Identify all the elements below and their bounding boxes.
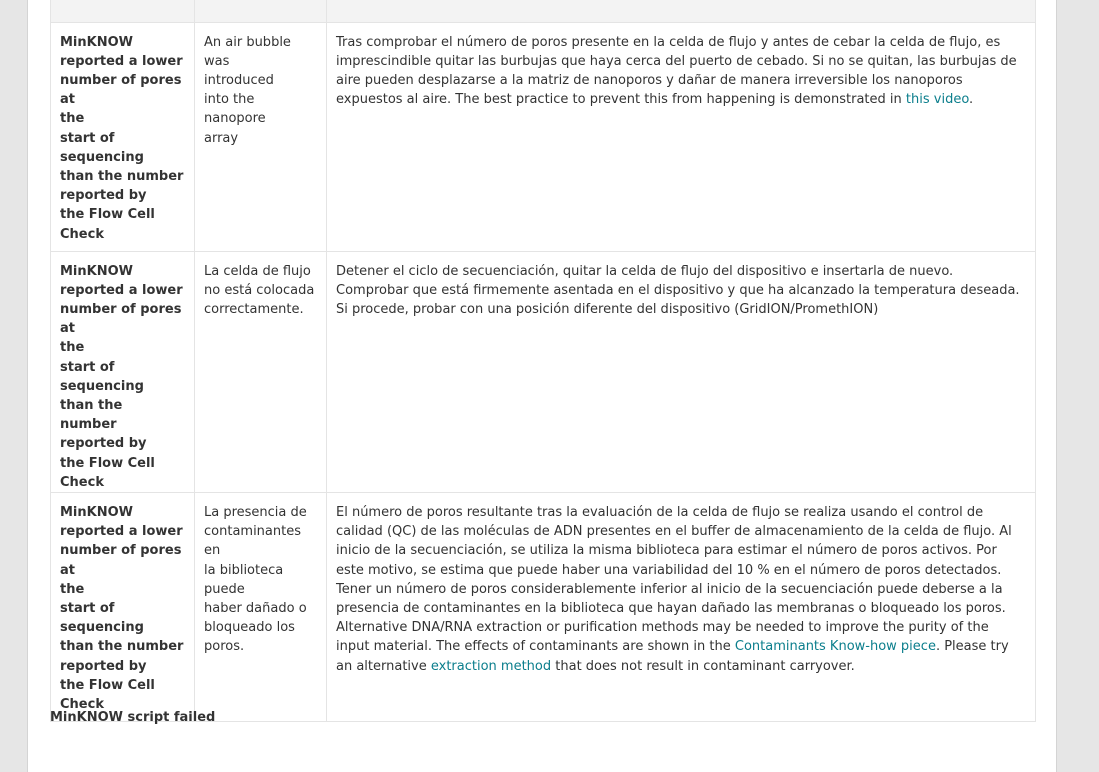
troubleshooting-table <box>50 0 1036 722</box>
issue-cell: MinKNOW reported a lower number of pores at the start of sequencing than the number reported by the Flow Cell Check <box>51 251 195 492</box>
table-row <box>51 492 1036 721</box>
solution-paragraph-1: El número de poros resultante tras la evaluación de la celda de flujo se realiza usando el control de calidad (QC) de las moléculas de ADN presentes en el buffer de almacenamiento de la celda de flujo. Al inicio de la secuenciación, se utiliza la misma biblioteca para estimar el número de poros activos. Por este motivo, se estima que puede haber una variabilidad del 10 % en el número de poros detectados. Tener un número de poros considerablemente inferior al inicio de la secuenciación puede deberse a la presencia de contaminantes en la biblioteca que hayan dañado las membranas o bloqueado los poros. <box>336 504 1012 616</box>
header-cell-solution <box>327 0 1036 22</box>
table-row <box>51 22 1036 251</box>
cause-cell: An air bubble was introduced into the nanopore array <box>195 22 327 251</box>
cause-cell: La celda de flujo no está colocada correctamente. <box>195 251 327 492</box>
header-cell-cause <box>195 0 327 22</box>
header-cell-issue <box>51 0 195 22</box>
issue-cell: MinKNOW reported a lower number of pores at the start of sequencing than the number reported by the Flow Cell Check <box>51 492 195 721</box>
solution-text: Detener el ciclo de secuenciación, quitar la celda de flujo del dispositivo e insertarla de nuevo. Comprobar que está firmemente asentada en el dispositivo y que ha alcanzado la temperatura deseada. Si procede, probar con una posición diferente del dispositivo (GridION/PromethION) <box>336 263 1020 317</box>
table-row <box>51 251 1036 492</box>
contaminants-know-how-link[interactable]: Contaminants Know-how piece <box>734 639 936 655</box>
issue-cell: MinKNOW reported a lower number of pores at the start of sequencing than the number reported by the Flow Cell Check <box>51 22 195 251</box>
solution-cell <box>327 492 1036 721</box>
extraction-method-link[interactable]: extraction method <box>430 658 552 674</box>
table-header-row <box>51 0 1036 22</box>
document-page <box>27 0 1057 772</box>
solution-text: Tras comprobar el número de poros presente en la celda de flujo y antes de cebar la celda de flujo, es imprescindible quitar las burbujas que haya cerca del puerto de cebado. Si no se quitan, las burbujas de aire pueden desplazarse a la matriz de nanoporos y dañar de manera irreversible los nanoporos expuestos al aire. The best practice to prevent this from happening is demonstrated in this video. <box>336 34 1017 108</box>
this-video-link[interactable]: this video <box>905 92 970 108</box>
section-heading-script-failed: MinKNOW script failed <box>50 710 216 725</box>
solution-cell <box>327 251 1036 492</box>
cause-cell: La presencia de contaminantes en la biblioteca puede haber dañado o bloqueado los poros. <box>195 492 327 721</box>
solution-paragraph-2: Alternative DNA/RNA extraction or purification methods may be needed to improve the purity of the input material. The effects of contaminants are shown in the Contaminants Know-how piece. Please try an alternative extraction method that does not result in contaminant carryover. <box>336 620 1009 674</box>
solution-cell <box>327 22 1036 251</box>
